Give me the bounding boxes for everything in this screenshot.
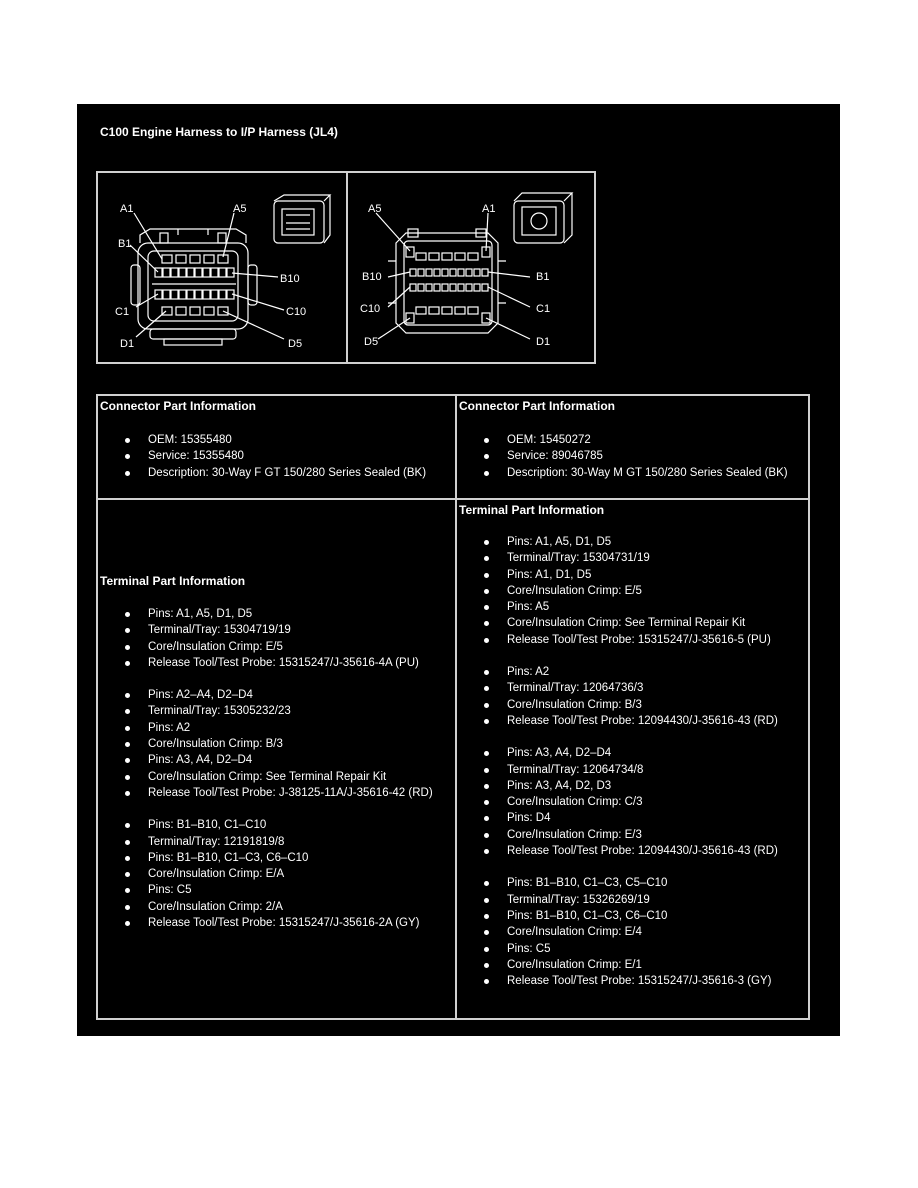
cell-heading: Terminal Part Information — [100, 574, 246, 588]
list-item: Terminal/Tray: 12064734/8 — [457, 762, 778, 778]
list-item: Pins: B1–B10, C1–C3, C5–C10 — [457, 875, 778, 891]
diagram-label: D5 — [288, 338, 303, 350]
page-title: C100 Engine Harness to I/P Harness (JL4) — [100, 125, 338, 139]
cell-heading: Terminal Part Information — [459, 503, 605, 517]
terminal-info-cell-right — [457, 500, 808, 1018]
diagram-label: A5 — [368, 203, 382, 215]
list-spacer — [457, 729, 778, 745]
list-item: Terminal/Tray: 15304731/19 — [457, 550, 778, 566]
list-item: Service: 89046785 — [457, 448, 788, 464]
diagram-label: A1 — [482, 203, 496, 215]
list-spacer — [457, 859, 778, 875]
list-item: Release Tool/Test Probe: 12094430/J-35616-43 (RD) — [457, 713, 778, 729]
cell-heading: Connector Part Information — [459, 399, 616, 413]
bullet-list — [98, 606, 433, 931]
female-connector-drawing — [98, 173, 346, 362]
diagram-label: B1 — [118, 238, 132, 250]
connector-diagram — [96, 171, 596, 364]
diagram-label: D1 — [120, 338, 135, 350]
list-item: Pins: A1, D1, D5 — [457, 567, 778, 583]
list-item: Pins: B1–B10, C1–C3, C6–C10 — [98, 850, 433, 866]
list-item: Release Tool/Test Probe: 15315247/J-35616-3 (GY) — [457, 973, 778, 989]
list-item: Description: 30-Way M GT 150/280 Series Sealed (BK) — [457, 465, 788, 481]
list-item: Description: 30-Way F GT 150/280 Series Sealed (BK) — [98, 465, 426, 481]
list-item: Pins: A3, A4, D2–D4 — [457, 745, 778, 761]
list-item: Terminal/Tray: 15305232/23 — [98, 703, 433, 719]
list-item: Core/Insulation Crimp: B/3 — [98, 736, 433, 752]
diagram-label: B10 — [280, 273, 300, 285]
list-item: Core/Insulation Crimp: E/A — [98, 866, 433, 882]
list-item: Core/Insulation Crimp: E/5 — [457, 583, 778, 599]
list-item: Pins: A2–A4, D2–D4 — [98, 687, 433, 703]
document-sheet — [77, 104, 840, 1036]
diagram-label: D5 — [364, 336, 379, 348]
list-item: Release Tool/Test Probe: 15315247/J-35616-4A (PU) — [98, 655, 433, 671]
female-connector-face-view — [98, 173, 348, 362]
male-connector-drawing — [348, 173, 594, 362]
list-item: Pins: C5 — [98, 882, 433, 898]
part-information-table — [96, 394, 810, 1020]
list-item: Pins: A3, A4, D2, D3 — [457, 778, 778, 794]
diagram-label: C10 — [286, 306, 307, 318]
terminal-info-cell-left — [98, 500, 457, 1018]
list-item: Pins: B1–B10, C1–C10 — [98, 817, 433, 833]
list-item: Pins: C5 — [457, 941, 778, 957]
connector-info-cell-left — [98, 396, 457, 500]
list-spacer — [98, 801, 433, 817]
list-item: Core/Insulation Crimp: See Terminal Repair Kit — [457, 615, 778, 631]
list-item: OEM: 15355480 — [98, 432, 426, 448]
bullet-list — [457, 534, 778, 989]
diagram-label: A1 — [120, 203, 134, 215]
diagram-label: D1 — [536, 336, 551, 348]
list-item: Pins: A1, A5, D1, D5 — [457, 534, 778, 550]
list-item: Terminal/Tray: 15304719/19 — [98, 622, 433, 638]
list-item: Pins: A1, A5, D1, D5 — [98, 606, 433, 622]
list-item: Pins: A2 — [98, 720, 433, 736]
male-connector-face-view — [348, 173, 594, 362]
list-item: Release Tool/Test Probe: 15315247/J-35616-2A (GY) — [98, 915, 433, 931]
list-item: Core/Insulation Crimp: E/3 — [457, 827, 778, 843]
list-item: Release Tool/Test Probe: 12094430/J-35616-43 (RD) — [457, 843, 778, 859]
diagram-label: A5 — [233, 203, 247, 215]
list-item: Pins: A2 — [457, 664, 778, 680]
diagram-label: C10 — [360, 303, 381, 315]
list-item: Core/Insulation Crimp: C/3 — [457, 794, 778, 810]
list-item: Release Tool/Test Probe: 15315247/J-35616-5 (PU) — [457, 632, 778, 648]
list-item: OEM: 15450272 — [457, 432, 788, 448]
list-item: Core/Insulation Crimp: B/3 — [457, 697, 778, 713]
list-item: Core/Insulation Crimp: E/4 — [457, 924, 778, 940]
list-spacer — [457, 648, 778, 664]
list-item: Pins: D4 — [457, 810, 778, 826]
list-spacer — [98, 671, 433, 687]
list-item: Pins: B1–B10, C1–C3, C6–C10 — [457, 908, 778, 924]
diagram-label: C1 — [115, 306, 130, 318]
diagram-label: B1 — [536, 271, 550, 283]
bullet-list — [98, 432, 426, 481]
list-item: Pins: A5 — [457, 599, 778, 615]
connector-info-cell-right — [457, 396, 808, 500]
list-item: Service: 15355480 — [98, 448, 426, 464]
list-item: Core/Insulation Crimp: 2/A — [98, 899, 433, 915]
cell-heading: Connector Part Information — [100, 399, 257, 413]
list-item: Terminal/Tray: 12064736/3 — [457, 680, 778, 696]
diagram-label: C1 — [536, 303, 551, 315]
list-item: Pins: A3, A4, D2–D4 — [98, 752, 433, 768]
diagram-label: B10 — [362, 271, 382, 283]
list-item: Terminal/Tray: 12191819/8 — [98, 834, 433, 850]
list-item: Release Tool/Test Probe: J-38125-11A/J-35616-42 (RD) — [98, 785, 433, 801]
bullet-list — [457, 432, 788, 481]
list-item: Terminal/Tray: 15326269/19 — [457, 892, 778, 908]
list-item: Core/Insulation Crimp: See Terminal Repair Kit — [98, 769, 433, 785]
list-item: Core/Insulation Crimp: E/1 — [457, 957, 778, 973]
list-item: Core/Insulation Crimp: E/5 — [98, 639, 433, 655]
